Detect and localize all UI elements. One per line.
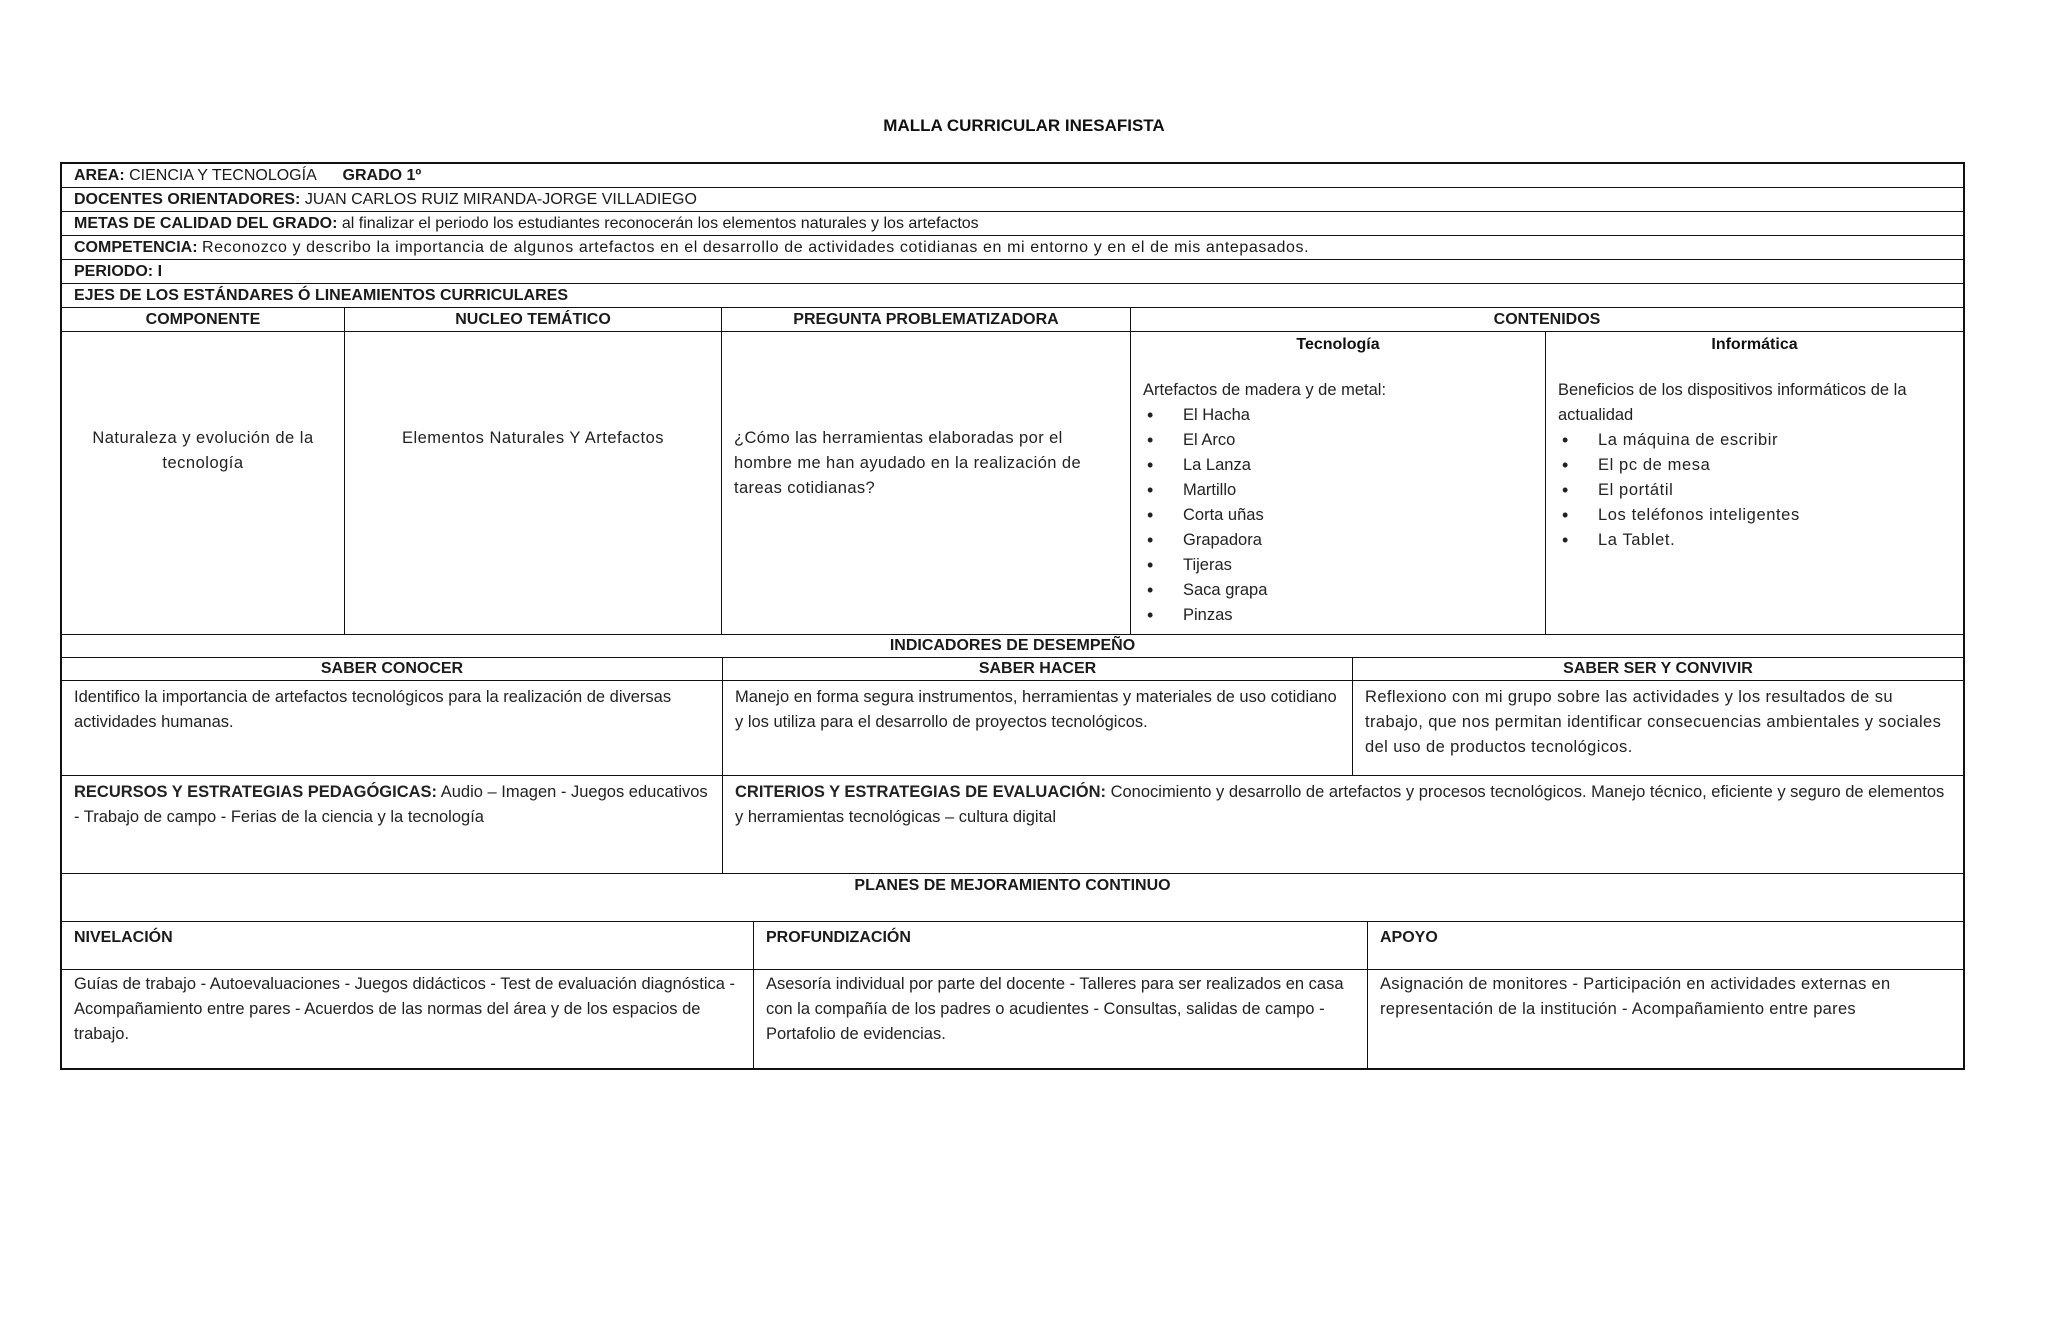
resources-text: Audio – Imagen - Juegos educativos - Trabajo de campo - Ferias de la ciencia y la tecnología <box>74 783 708 826</box>
technology-cell <box>1131 332 1546 634</box>
area-label: AREA: <box>74 167 125 184</box>
axes-label: EJES DE LOS ESTÁNDARES Ó LINEAMIENTOS CURRICULARES <box>74 287 568 304</box>
list-item: • Pinzas <box>1143 603 1533 628</box>
question-cell <box>722 332 1131 634</box>
list-item: • Tijeras <box>1143 553 1533 578</box>
nucleus-header: NUCLEO TEMÁTICO <box>345 308 722 331</box>
nucleus-text: Elementos Naturales Y Artefactos <box>401 429 665 447</box>
period-value: I <box>157 263 163 280</box>
area-row <box>62 164 1963 188</box>
list-item: • La Lanza <box>1143 453 1533 478</box>
leveling-header: NIVELACIÓN <box>62 922 754 969</box>
criteria-label: CRITERIOS Y ESTRATEGIAS DE EVALUACIÓN: <box>735 783 1106 801</box>
component-text: Naturaleza y evolución de la tecnología <box>92 429 314 472</box>
improvement-title: PLANES DE MEJORAMIENTO CONTINUO <box>62 874 1963 922</box>
indicators-header-row <box>62 658 1963 681</box>
columns-header-row <box>62 308 1963 332</box>
leveling-text: Guías de trabajo - Autoevaluaciones - Juegos didácticos - Test de evaluación diagnóstica - Acompañamiento entre pares - Acuerdos de las normas del área y de los espacios de trabajo. <box>62 970 754 1068</box>
deepening-text: Asesoría individual por parte del docente - Talleres para ser realizados en casa con la compañía de los padres o acudientes - Consultas, salidas de campo - Portafolio de evidencias. <box>754 970 1368 1068</box>
resources-cell <box>62 776 723 873</box>
technology-intro: Artefactos de madera y de metal: <box>1143 381 1387 399</box>
period-row <box>62 260 1963 284</box>
support-text: Asignación de monitores - Participación en actividades externas en representación de la institución - Acompañamiento entre pares <box>1380 975 1891 1018</box>
component-cell <box>62 332 345 634</box>
goals-value: al finalizar el periodo los estudiantes reconocerán los elementos naturales y los artefactos <box>341 215 979 232</box>
contents-header: CONTENIDOS <box>1493 311 1601 328</box>
list-item: • Martillo <box>1143 478 1533 503</box>
axes-row <box>62 284 1963 308</box>
period-label: PERIODO: <box>74 263 154 280</box>
resources-criteria-row <box>62 776 1963 874</box>
criteria-cell <box>723 776 1963 873</box>
competence-value: Reconozco y describo la importancia de algunos artefactos en el desarrollo de actividades cotidianas en mi entorno y en el de mis antepasados. <box>202 239 1310 256</box>
area-value: CIENCIA Y TECNOLOGÍA <box>129 167 316 184</box>
list-item: • El Arco <box>1143 428 1533 453</box>
list-item: • El portátil <box>1558 478 1951 503</box>
list-item: • Saca grapa <box>1143 578 1533 603</box>
curriculum-table <box>60 162 1965 1070</box>
resources-label: RECURSOS Y ESTRATEGIAS PEDAGÓGICAS: <box>74 783 438 801</box>
list-item: • La Tablet. <box>1558 528 1951 553</box>
be-text: Reflexiono con mi grupo sobre las actividades y los resultados de su trabajo, que nos permitan identificar consecuencias ambientales y sociales del uso de productos tecnológicos. <box>1365 688 1942 756</box>
list-item: • Los teléfonos inteligentes <box>1558 503 1951 528</box>
informatics-cell <box>1546 332 1963 634</box>
goals-label: METAS DE CALIDAD DEL GRADO: <box>74 215 338 232</box>
nucleus-cell <box>345 332 722 634</box>
grade-label: GRADO 1º <box>342 167 422 184</box>
be-header: SABER SER Y CONVIVIR <box>1563 660 1753 677</box>
list-item: • La máquina de escribir <box>1558 428 1951 453</box>
competence-row <box>62 236 1963 260</box>
improvement-header-row <box>62 922 1963 970</box>
informatics-list <box>1558 428 1951 553</box>
support-header: APOYO <box>1380 929 1438 946</box>
teachers-value: JUAN CARLOS RUIZ MIRANDA-JORGE VILLADIEGO <box>304 191 697 208</box>
competence-label: COMPETENCIA: <box>74 239 198 256</box>
indicators-body-row <box>62 681 1963 776</box>
informatics-intro: Beneficios de los dispositivos informáticos de la actualidad <box>1558 381 1907 424</box>
list-item: • El pc de mesa <box>1558 453 1951 478</box>
list-item: • El Hacha <box>1143 403 1533 428</box>
technology-list <box>1143 403 1533 628</box>
technology-heading: Tecnología <box>1296 336 1380 353</box>
teachers-row <box>62 188 1963 212</box>
improvement-body-row <box>62 970 1963 1068</box>
question-text: ¿Cómo las herramientas elaboradas por el hombre me han ayudado en la realización de tareas cotidianas? <box>734 429 1082 497</box>
do-header: SABER HACER <box>723 658 1353 680</box>
indicators-title: INDICADORES DE DESEMPEÑO <box>62 635 1963 658</box>
know-header: SABER CONOCER <box>62 658 723 680</box>
know-text: Identifico la importancia de artefactos tecnológicos para la realización de diversas actividades humanas. <box>62 681 723 775</box>
do-text: Manejo en forma segura instrumentos, herramientas y materiales de uso cotidiano y los utiliza para el desarrollo de proyectos tecnológicos. <box>723 681 1353 775</box>
document-title: MALLA CURRICULAR INESAFISTA <box>883 116 1165 135</box>
teachers-label: DOCENTES ORIENTADORES: <box>74 191 301 208</box>
component-header: COMPONENTE <box>62 308 345 331</box>
list-item: • Corta uñas <box>1143 503 1533 528</box>
informatics-heading: Informática <box>1711 336 1798 353</box>
goals-row <box>62 212 1963 236</box>
list-item: • Grapadora <box>1143 528 1533 553</box>
deepening-header: PROFUNDIZACIÓN <box>754 922 1368 969</box>
main-content-row <box>62 332 1963 635</box>
question-header: PREGUNTA PROBLEMATIZADORA <box>722 308 1131 331</box>
criteria-text: Conocimiento y desarrollo de artefactos y procesos tecnológicos. Manejo técnico, eficiente y seguro de elementos y herramientas tecnológicas – cultura digital <box>735 783 1945 826</box>
